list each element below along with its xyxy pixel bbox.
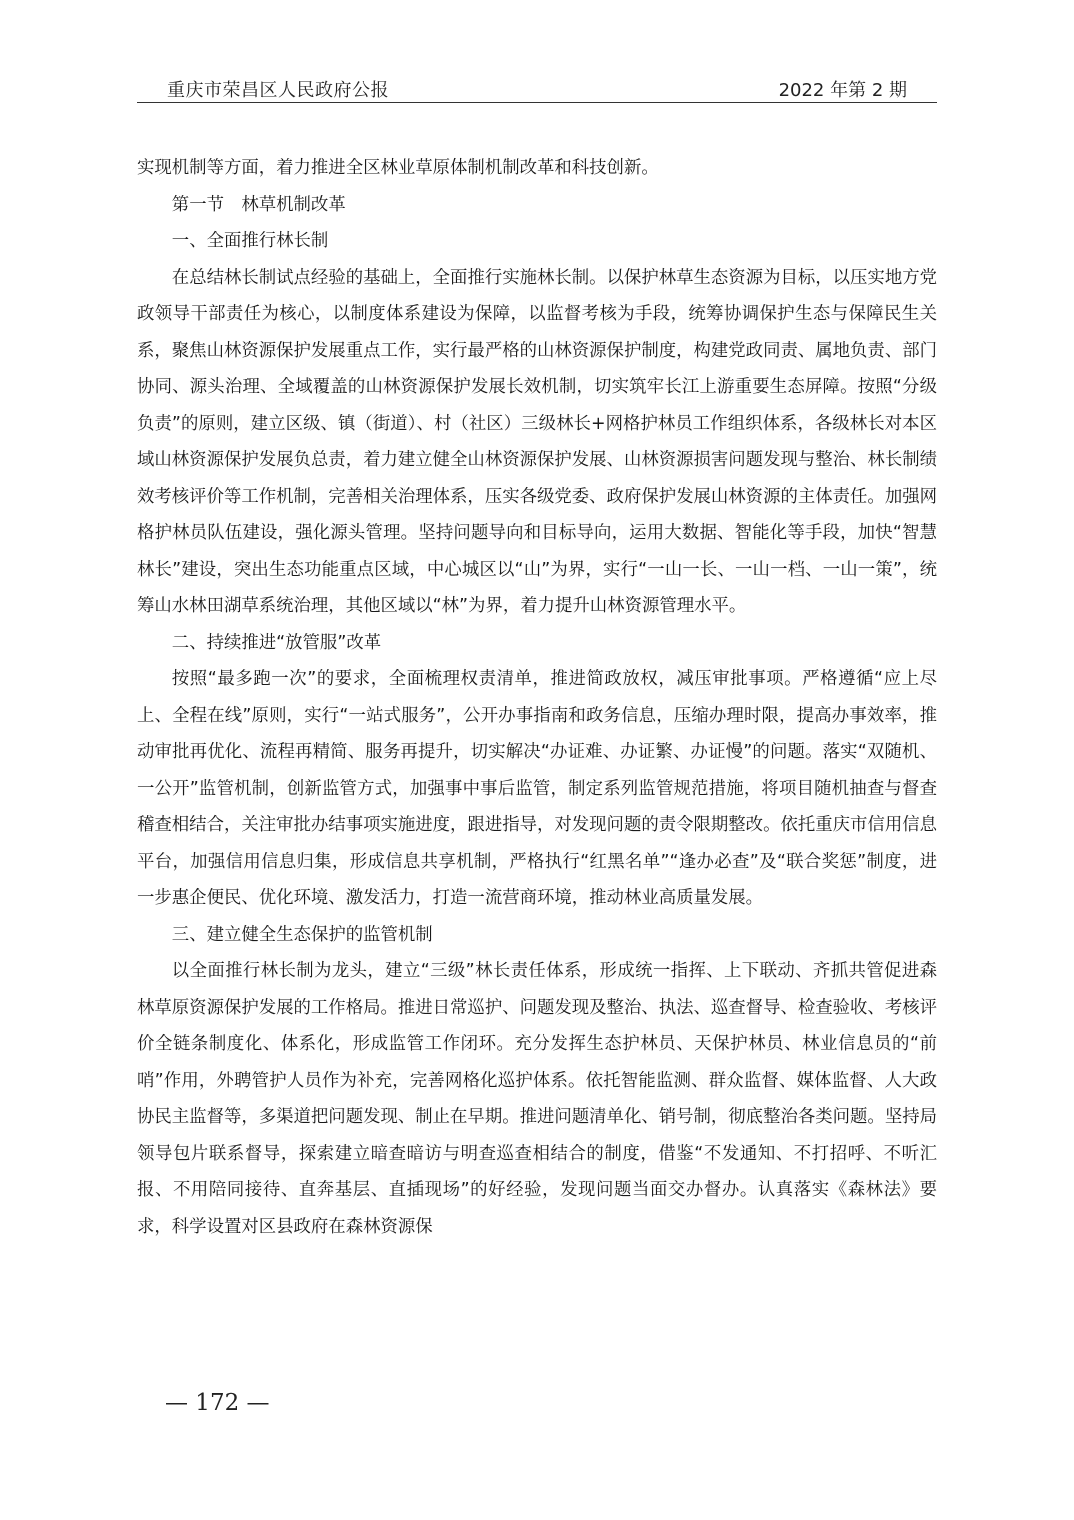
- paragraph-continuation: 实现机制等方面，着力推进全区林业草原体制机制改革和科技创新。: [137, 158, 659, 178]
- paragraph-supervision: 以全面推行林长制为龙头，建立“三级”林长责任体系，形成统一指挥、上下联动、齐抓共管促进森林草原资源保护发展的工作格局。推进日常巡护、问题发现及整治、执法、巡查督导、检查验收、考核评价全链条制度化、体系化，形成监管工作闭环。充分发挥生态护林员、天保护林员、林业信息员的“前哨”作用，外聘管护人员作为补充，完善网格化巡护体系。依托智能监测、群众监督、媒体监督、人大政协民主监督等，多渠道把问题发现、制止在早期。推进问题清单化、销号制，彻底整治各类问题。坚持局领导包片联系督导，探索建立暗查暗访与明查巡查相结合的制度，借鉴“不发通知、不打招呼、不听汇报、不用陪同接待、直奔基层、直插现场”的好经验，发现问题当面交办督办。认真落实《森林法》要求，科学设置对区县政府在森林资源保: [137, 961, 937, 1237]
- publication-title: 重庆市荣昌区人民政府公报: [167, 80, 389, 101]
- subsection-heading-3: 三、建立健全生态保护的监管机制: [171, 924, 433, 945]
- subsection-heading-1: 一、全面推行林长制: [171, 231, 329, 251]
- section-heading: 第一节 林草机制改革: [171, 194, 346, 215]
- page-header: [137, 76, 937, 103]
- document-body: [137, 150, 937, 1245]
- page-number: — 172 —: [165, 1390, 270, 1416]
- paragraph-reform: 按照“最多跑一次”的要求，全面梳理权责清单，推进简政放权，减压审批事项。严格遵循“应上尽上、全程在线”原则，实行“一站式服务”，公开办事指南和政务信息，压缩办理时限，提高办事效率，推动审批再优化、流程再精简、服务再提升，切实解决“办证难、办证繁、办证慢”的问题。落实“双随机、一公开”监管机制，创新监管方式，加强事中事后监管，制定系列监管规范措施，将项目随机抽查与督查稽查相结合，关注审批办结事项实施进度，跟进指导，对发现问题的责令限期整改。依托重庆市信用信息平台，加强信用信息归集，形成信息共享机制，严格执行“红黑名单”“逢办必查”及“联合奖惩”制度，进一步惠企便民、优化环境、激发活力，打造一流营商环境，推动林业高质量发展。: [137, 669, 937, 908]
- paragraph-forest-chief: 在总结林长制试点经验的基础上，全面推行实施林长制。以保护林草生态资源为目标，以压实地方党政领导干部责任为核心，以制度体系建设为保障，以监督考核为手段，统筹协调保护生态与保障民生关系，聚焦山林资源保护发展重点工作，实行最严格的山林资源保护制度，构建党政同责、属地负责、部门协同、源头治理、全域覆盖的山林资源保护发展长效机制，切实筑牢长江上游重要生态屏障。按照“分级负责”的原则，建立区级、镇（街道）、村（社区）三级林长+网格护林员工作组织体系，各级林长对本区域山林资源保护发展负总责，着力建立健全山林资源保护发展、山林资源损害问题发现与整治、林长制绩效考核评价等工作机制，完善相关治理体系，压实各级党委、政府保护发展山林资源的主体责任。加强网格护林员队伍建设，强化源头管理。坚持问题导向和目标导向，运用大数据、智能化等手段，加快“智慧林长”建设，突出生态功能重点区域，中心城区以“山”为界，实行“一山一长、一山一档、一山一策”，统筹山水林田湖草系统治理，其他区域以“林”为界，着力提升山林资源管理水平。: [137, 267, 937, 616]
- subsection-heading-2: 二、持续推进“放管服”改革: [171, 632, 382, 653]
- issue-number: 2022 年第 2 期: [778, 80, 907, 101]
